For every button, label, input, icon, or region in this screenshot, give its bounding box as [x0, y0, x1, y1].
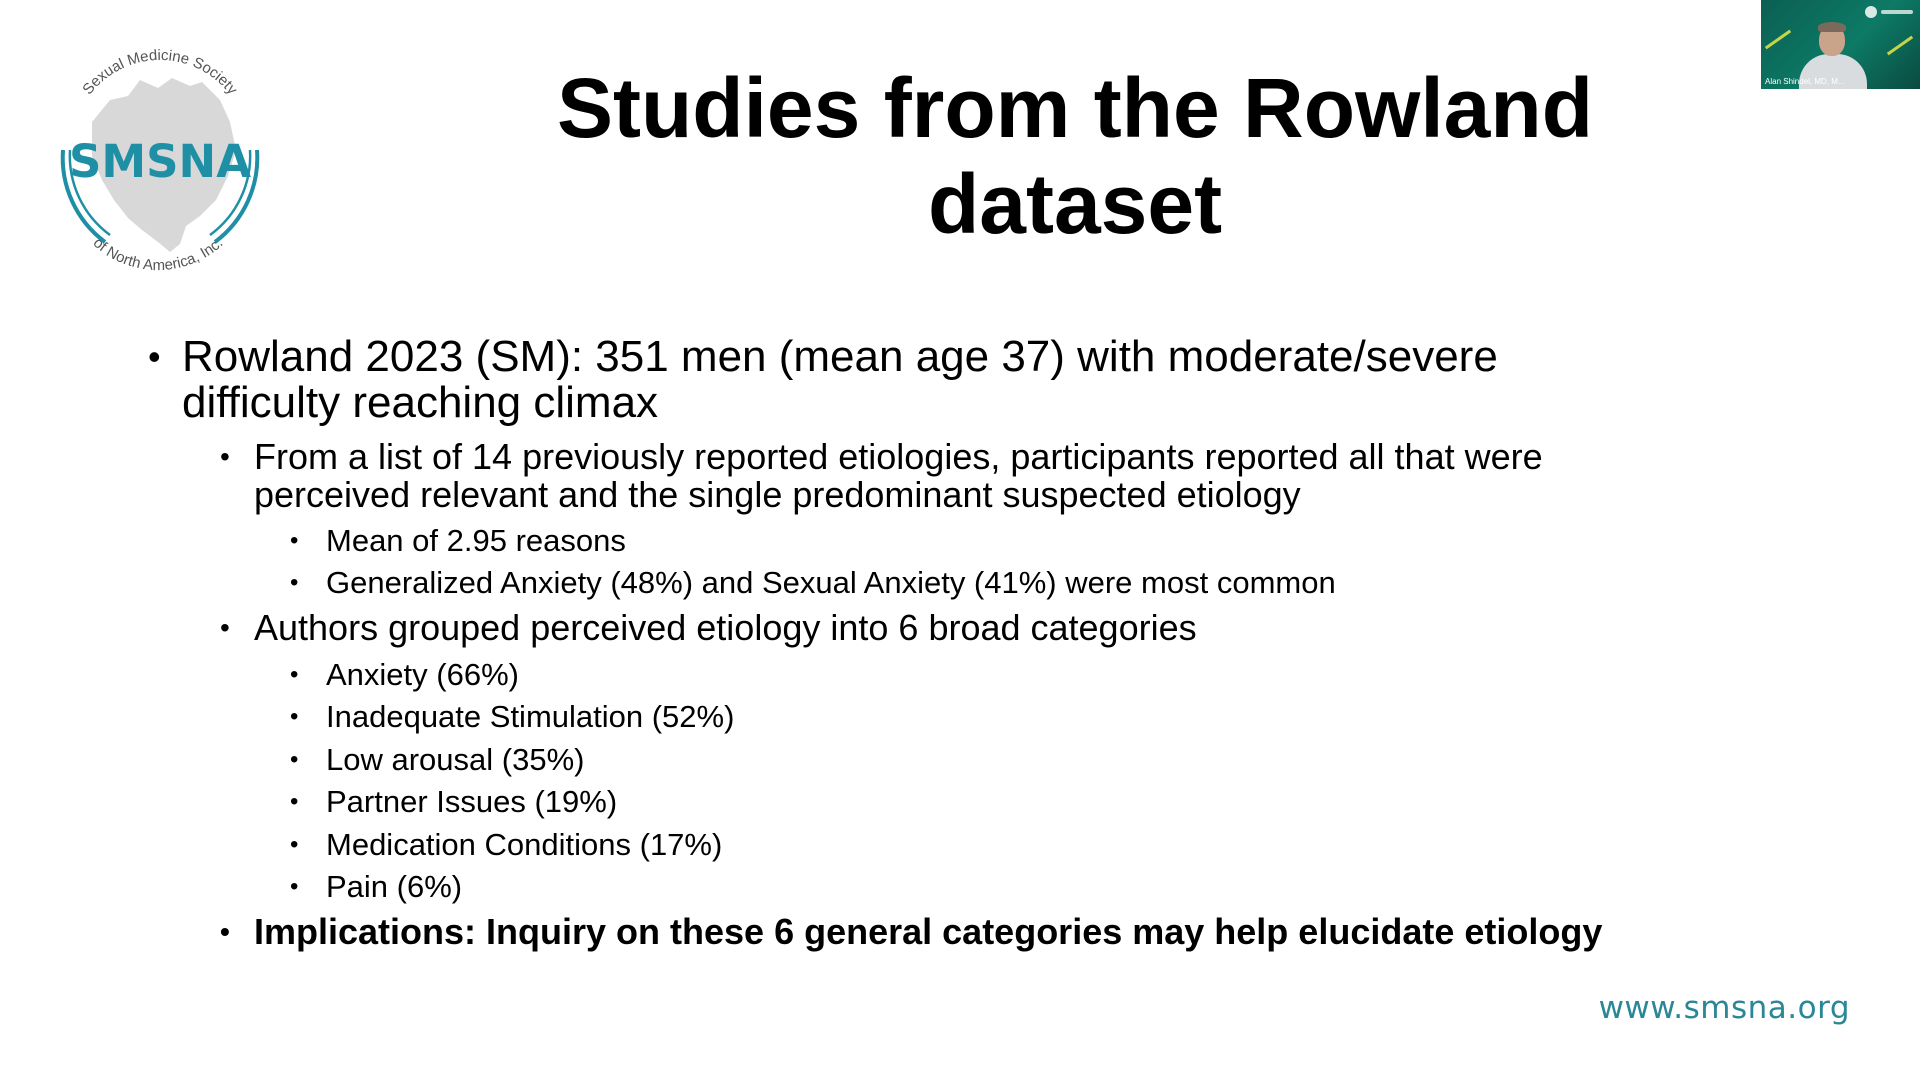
bullet-item	[220, 607, 1197, 648]
bullet-line: Inadequate Stimulation (52%)	[326, 699, 735, 734]
bullet-line: perceived relevant and the single predominant suspected etiology	[254, 474, 1301, 515]
logo-bottom-arc-text: of North America, Inc.	[89, 234, 227, 275]
bullet-dot: •	[290, 831, 299, 858]
bullet-line: From a list of 14 previously reported etiologies, participants reported all that were	[254, 436, 1543, 477]
bullet-line: Partner Issues (19%)	[326, 784, 618, 819]
logo-top-arc-text: Sexual Medicine Society	[79, 46, 241, 98]
bullet-line: Pain (6%)	[326, 869, 463, 904]
bullet-line: Low arousal (35%)	[326, 742, 585, 777]
bullet-dot: •	[220, 441, 230, 472]
bullet-dot: •	[290, 569, 299, 596]
bullet-line: Rowland 2023 (SM): 351 men (mean age 37) with moderate/severe	[182, 332, 1498, 381]
bullet-dot: •	[290, 527, 299, 554]
bullet-item	[290, 696, 735, 738]
bullet-dot: •	[220, 916, 230, 947]
footer-url[interactable]: www.smsna.org	[1598, 990, 1850, 1026]
bullet-item-implications	[220, 911, 1603, 952]
bullet-dot: •	[290, 788, 299, 815]
bullet-dot: •	[290, 873, 299, 900]
slide-title-line-1: Studies from the Rowland	[556, 61, 1594, 155]
bullet-item	[290, 562, 1336, 604]
bullet-item	[290, 781, 618, 823]
bullet-dot: •	[148, 336, 161, 377]
bullet-item	[290, 824, 723, 866]
bullet-line: Anxiety (66%)	[326, 657, 519, 692]
bullet-line: Mean of 2.95 reasons	[326, 523, 626, 558]
bullet-line: Implications: Inquiry on these 6 general categories may help elucidate etiology	[254, 911, 1603, 952]
bullet-item	[290, 866, 463, 908]
bullet-item	[290, 654, 519, 696]
bullet-line: Authors grouped perceived etiology into 6 broad categories	[254, 607, 1197, 648]
bullet-dot: •	[220, 612, 230, 643]
logo-main-text: SMSNA	[68, 135, 252, 188]
bullet-item	[220, 436, 1543, 515]
bullet-item	[290, 739, 585, 781]
bullet-item	[290, 520, 626, 562]
participant-name: Alan Shindel, MD, M...	[1765, 77, 1845, 86]
bullet-line: Generalized Anxiety (48%) and Sexual Anxiety (41%) were most common	[326, 565, 1336, 600]
bullet-dot: •	[290, 661, 299, 688]
bullet-item	[148, 332, 1498, 427]
bullet-line: Medication Conditions (17%)	[326, 827, 723, 862]
bullet-dot: •	[290, 703, 299, 730]
slide-title-line-2: dataset	[927, 157, 1223, 251]
bullet-dot: •	[290, 746, 299, 773]
bullet-line: difficulty reaching climax	[182, 378, 659, 427]
